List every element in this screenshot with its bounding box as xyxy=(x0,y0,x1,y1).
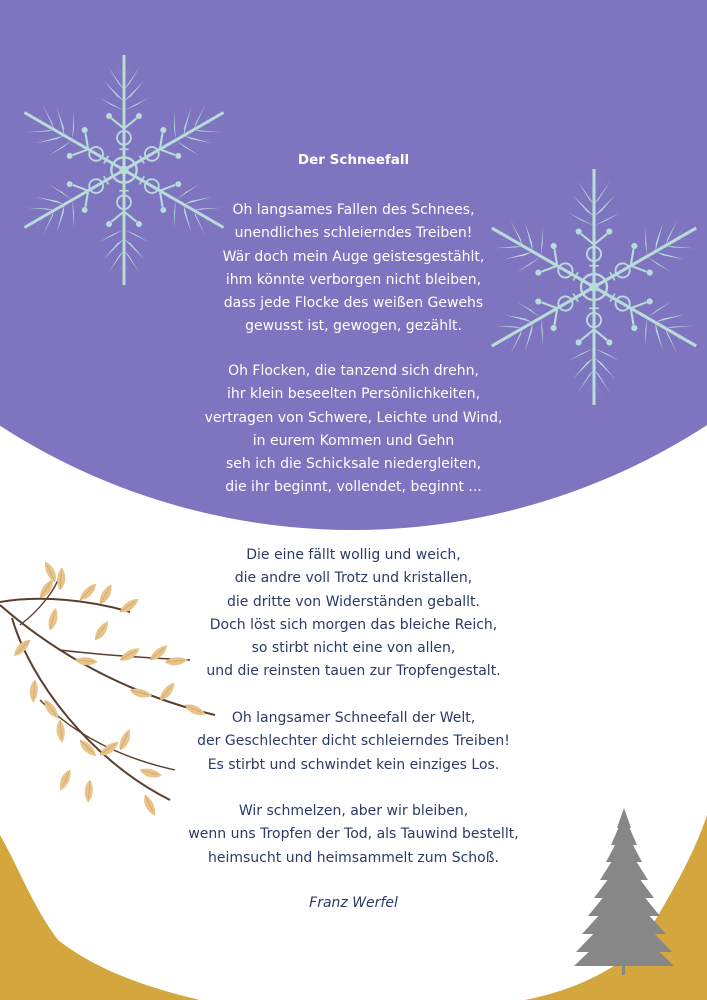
poem-line: die andre voll Trotz und kristallen, xyxy=(234,570,473,587)
poem-line: dass jede Flocke des weißen Gewehs xyxy=(223,295,484,312)
stanza-1 xyxy=(0,199,707,339)
poem-line: Es stirbt und schwindet kein einziges Los. xyxy=(207,756,500,773)
poem-line: Oh langsamer Schneefall der Welt, xyxy=(231,710,476,726)
poem-line: und die reinsten tauen zur Tropfengestalt. xyxy=(206,663,501,680)
poem-line: der Geschlechter dicht schleierndes Treiben! xyxy=(197,733,510,750)
poem-line: Oh Flocken, die tanzend sich drehn, xyxy=(228,363,479,379)
stanza-4 xyxy=(0,707,707,777)
stanza-5 xyxy=(0,800,707,870)
poem-line: Oh langsames Fallen des Schnees, xyxy=(232,202,475,218)
poem-line: die ihr beginnt, vollendet, beginnt ... xyxy=(225,479,482,496)
poem-line: seh ich die Schicksale niedergleiten, xyxy=(225,456,482,473)
poem-line: Wär doch mein Auge geistesgestählt, xyxy=(222,248,485,265)
poem-line: so stirbt nicht eine von allen, xyxy=(251,640,456,657)
poem-line: Die eine fällt wollig und weich, xyxy=(246,547,461,563)
stanza-3 xyxy=(0,544,707,684)
poem-line: vertragen von Schwere, Leichte und Wind, xyxy=(204,409,503,426)
poem-line: unendliches schleierndes Treiben! xyxy=(234,225,473,242)
poem-line: Wir schmelzen, aber wir bleiben, xyxy=(238,803,469,819)
poem-line: ihm könnte verborgen nicht bleiben, xyxy=(225,271,482,288)
poem-line: gewusst ist, gewogen, gezählt. xyxy=(245,318,462,335)
poem-line: Doch löst sich morgen das bleiche Reich, xyxy=(209,616,498,633)
poem-line: ihr klein beseelten Persönlichkeiten, xyxy=(226,386,481,403)
poem-title: Der Schneefall xyxy=(297,152,410,168)
poem-line: wenn uns Tropfen der Tod, als Tauwind bestellt, xyxy=(188,826,519,843)
poem-line: heimsucht und heimsammelt zum Schoß. xyxy=(208,849,499,866)
poem-line: in eurem Kommen und Gehn xyxy=(252,432,455,449)
poem-line: die dritte von Widerständen geballt. xyxy=(226,593,480,610)
stanza-2 xyxy=(0,360,707,500)
poem-author: Franz Werfel xyxy=(309,895,398,911)
